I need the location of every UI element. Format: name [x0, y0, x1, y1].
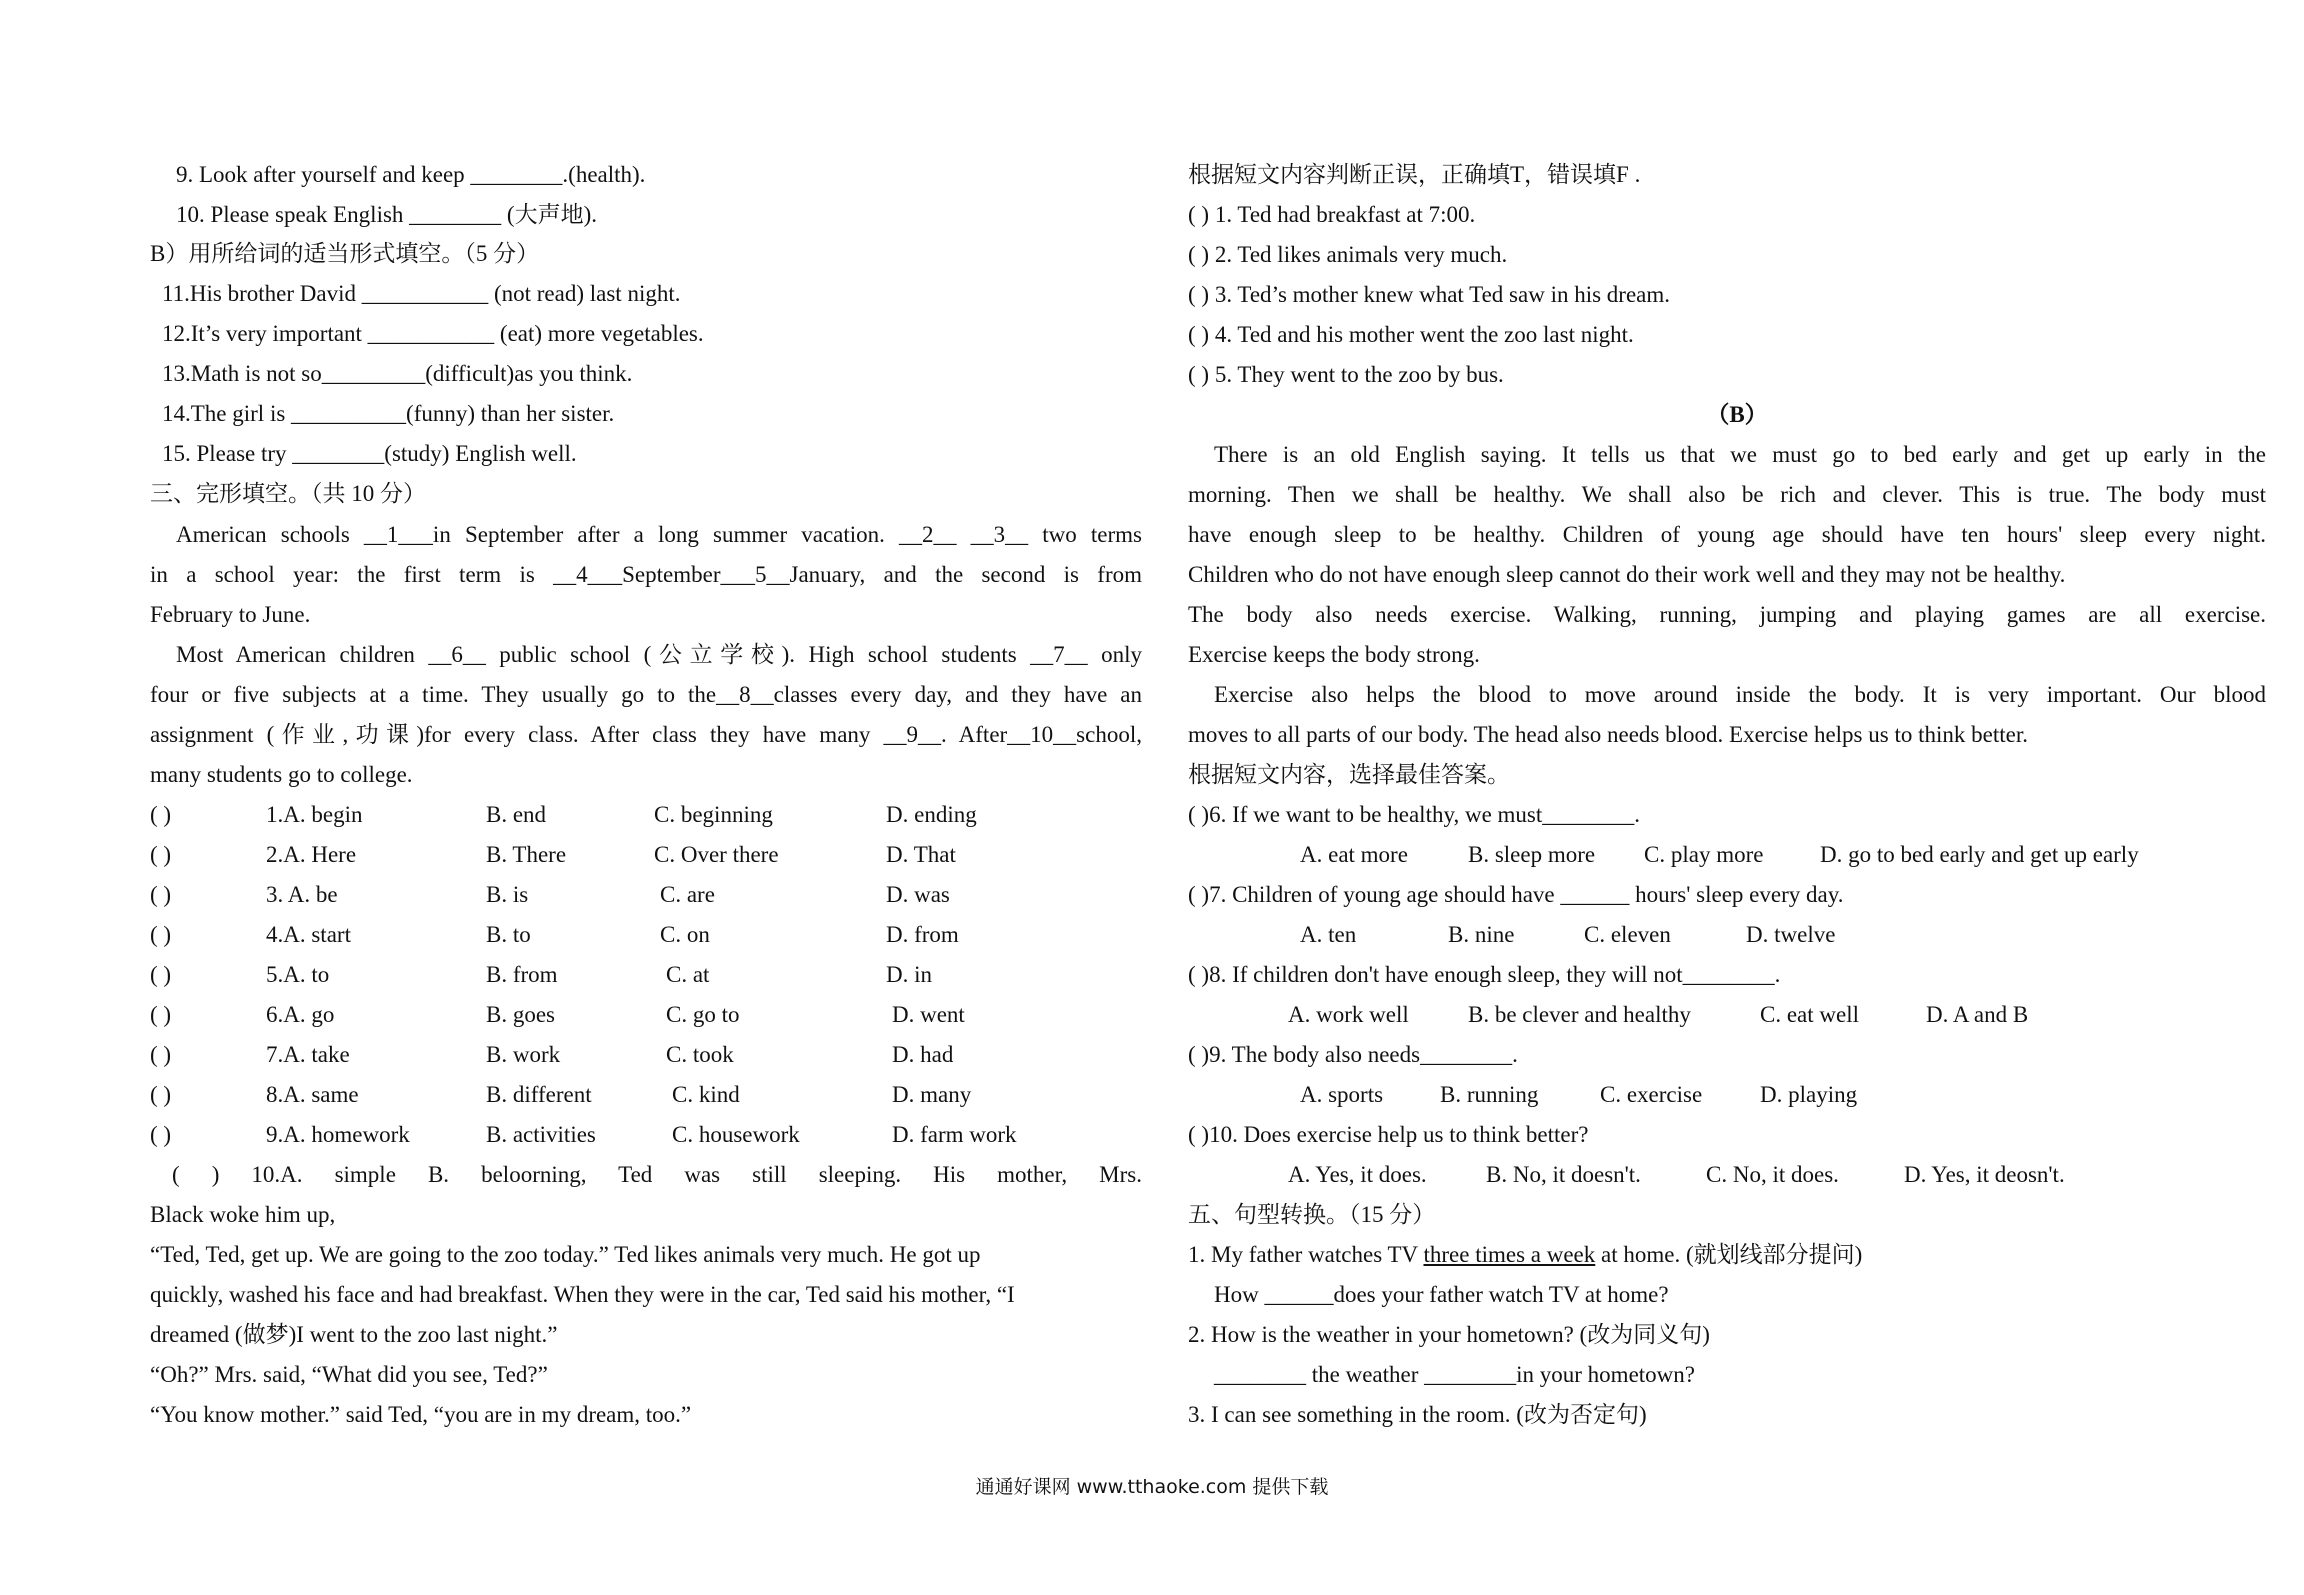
option-b: B. end	[486, 802, 547, 827]
option-a: 1.A. begin	[266, 802, 363, 827]
t1-suffix: at home. (就划线部分提问)	[1595, 1242, 1863, 1267]
option-b: B. There	[486, 842, 567, 867]
mc-option: A. eat more	[1300, 842, 1408, 867]
passage-line-1: There is an old English saying. It tells us that we must go to bed early and get up early in the	[1214, 442, 2266, 467]
mc-option: B. running	[1440, 1082, 1539, 1107]
transform-item-3: 3. I can see something in the room. (改为否定句)	[1188, 1402, 1647, 1427]
mc-option: C. eleven	[1584, 922, 1671, 947]
option-a: 2.A. Here	[266, 842, 357, 867]
mc-option: C. play more	[1644, 842, 1764, 867]
story-line-3: quickly, washed his face and had breakfast. When they were in the car, Ted said his mother, “I	[150, 1282, 1015, 1307]
option-c: C. on	[660, 922, 710, 947]
mc-question-7: ( )7. Children of young age should have ______ hours' sleep every day.	[1188, 882, 1844, 907]
option-c: C. took	[666, 1042, 734, 1067]
choice-10-line: ( ) 10.A. simple B. beloorning, Ted was still sleeping. His mother, Mrs.	[172, 1162, 1142, 1187]
story-line-4: dreamed (做梦)I went to the zoo last night.”	[150, 1322, 558, 1347]
answer-paren: ( )	[150, 1122, 172, 1147]
question-10: 10. Please speak English ________ (大声地).	[176, 202, 597, 227]
story-line-5: “Oh?” Mrs. said, “What did you see, Ted?”	[150, 1362, 548, 1387]
mc-option: A. sports	[1300, 1082, 1384, 1107]
option-d: D. was	[886, 882, 950, 907]
tf-item-3: ( ) 3. Ted’s mother knew what Ted saw in his dream.	[1188, 282, 1671, 307]
story-line-2: “Ted, Ted, get up. We are going to the zoo today.” Ted likes animals very much. He got up	[150, 1242, 981, 1267]
right-column	[1170, 0, 2304, 1460]
option-b: B. different	[486, 1082, 592, 1107]
passage-line-8: moves to all parts of our body. The head also needs blood. Exercise helps us to think better.	[1188, 722, 2028, 747]
question-9: 9. Look after yourself and keep ________.(health).	[176, 162, 646, 187]
option-a: 4.A. start	[266, 922, 351, 947]
cloze-line-6: assignment (作业,功课)for every class. After class they have many __9__. After__10__school,	[150, 722, 1142, 747]
answer-paren: ( )	[150, 922, 172, 947]
option-b: B. from	[486, 962, 558, 987]
option-b: B. to	[486, 922, 531, 947]
question-14: 14.The girl is __________(funny) than her sister.	[162, 401, 615, 426]
left-column	[0, 0, 1160, 1460]
passage-line-3: have enough sleep to be healthy. Children of young age should have ten hours' sleep every night.	[1188, 522, 2266, 547]
answer-paren: ( )	[150, 962, 172, 987]
option-c: C. beginning	[654, 802, 773, 827]
question-12: 12.It’s very important ___________ (eat) more vegetables.	[162, 321, 704, 346]
option-a: 8.A. same	[266, 1082, 359, 1107]
cloze-line-1: American schools __1___in September after a long summer vacation. __2__ __3__ two terms	[176, 522, 1142, 547]
question-15: 15. Please try ________(study) English well.	[162, 441, 577, 466]
story-line-1: Black woke him up,	[150, 1202, 336, 1227]
option-d: D. That	[886, 842, 956, 867]
mc-question-6: ( )6. If we want to be healthy, we must________.	[1188, 802, 1641, 827]
cloze-title: 三、完形填空。（共 10 分）	[150, 481, 426, 506]
option-c: C. go to	[666, 1002, 740, 1027]
option-d: D. had	[892, 1042, 954, 1067]
cloze-line-4: Most American children __6__ public school (公立学校). High school students __7__ only	[176, 642, 1142, 667]
question-13: 13.Math is not so_________(difficult)as you think.	[162, 361, 633, 386]
page-footer: 通通好课网 www.tthaoke.com 提供下载	[975, 1476, 1329, 1498]
tf-item-2: ( ) 2. Ted likes animals very much.	[1188, 242, 1508, 267]
cloze-line-5: four or five subjects at a time. They usually go to the__8__classes every day, and they have an	[150, 682, 1142, 707]
option-a: 6.A. go	[266, 1002, 335, 1027]
option-c: C. at	[666, 962, 710, 987]
option-a: 9.A. homework	[266, 1122, 410, 1147]
option-c: C. housework	[672, 1122, 800, 1147]
true-false-title: 根据短文内容判断正误，正确填T，错误填F .	[1188, 162, 1641, 187]
t1-prefix: 1. My father watches TV	[1188, 1242, 1424, 1267]
mc-option: A. Yes, it does.	[1288, 1162, 1427, 1187]
mc-option: B. sleep more	[1468, 842, 1596, 867]
option-d: D. many	[892, 1082, 972, 1107]
cloze-line-7: many students go to college.	[150, 762, 413, 787]
cloze-line-2: in a school year: the first term is __4___September___5__January, and the second is from	[150, 562, 1142, 587]
cloze-line-3: February to June.	[150, 602, 311, 627]
mc-option: C. No, it does.	[1706, 1162, 1839, 1187]
answer-paren: ( )	[150, 802, 172, 827]
section-b-heading: （B）	[1706, 402, 1768, 427]
option-d: D. from	[886, 922, 959, 947]
passage-line-6: Exercise keeps the body strong.	[1188, 642, 1480, 667]
mc-question-8: ( )8. If children don't have enough sleep, they will not________.	[1188, 962, 1781, 987]
mc-question-10: ( )10. Does exercise help us to think better?	[1188, 1122, 1589, 1147]
mc-option: C. eat well	[1760, 1002, 1859, 1027]
mc-option: B. No, it doesn't.	[1486, 1162, 1641, 1187]
transform-item-2: 2. How is the weather in your hometown? (改为同义句)	[1188, 1322, 1710, 1347]
answer-paren: ( )	[150, 882, 172, 907]
answer-paren: ( )	[150, 842, 172, 867]
transform-answer-2: ________ the weather ________in your hometown?	[1214, 1362, 1695, 1387]
option-d: D. went	[892, 1002, 965, 1027]
mc-option: A. work well	[1288, 1002, 1409, 1027]
answer-paren: ( )	[150, 1042, 172, 1067]
mc-option: A. ten	[1300, 922, 1357, 947]
option-d: D. farm work	[892, 1122, 1017, 1147]
transform-title: 五、句型转换。（15 分）	[1188, 1202, 1436, 1227]
t1-underlined: three times a week	[1423, 1242, 1596, 1267]
multiple-choice-title: 根据短文内容，选择最佳答案。	[1188, 762, 1510, 787]
option-a: 3. A. be	[266, 882, 338, 907]
passage-line-7: Exercise also helps the blood to move around inside the body. It is very important. Our blood	[1214, 682, 2266, 707]
transform-answer-1: How ______does your father watch TV at home?	[1214, 1282, 1669, 1307]
mc-option: C. exercise	[1600, 1082, 1703, 1107]
answer-paren: ( )	[150, 1002, 172, 1027]
passage-line-4: Children who do not have enough sleep cannot do their work well and they may not be healthy.	[1188, 562, 2066, 587]
option-a: 7.A. take	[266, 1042, 350, 1067]
option-c: C. kind	[672, 1082, 740, 1107]
tf-item-1: ( ) 1. Ted had breakfast at 7:00.	[1188, 202, 1476, 227]
mc-option: D. twelve	[1746, 922, 1836, 947]
option-b: B. work	[486, 1042, 561, 1067]
mc-question-9: ( )9. The body also needs________.	[1188, 1042, 1518, 1067]
story-line-6: “You know mother.” said Ted, “you are in my dream, too.”	[150, 1402, 692, 1427]
tf-item-5: ( ) 5. They went to the zoo by bus.	[1188, 362, 1504, 387]
option-c: C. Over there	[654, 842, 779, 867]
mc-option: D. go to bed early and get up early	[1820, 842, 2139, 867]
part-b-title: B）用所给词的适当形式填空。（5 分）	[150, 241, 540, 266]
question-11: 11.His brother David ___________ (not read) last night.	[162, 281, 681, 306]
mc-option: B. be clever and healthy	[1468, 1002, 1691, 1027]
option-b: B. is	[486, 882, 529, 907]
option-b: B. goes	[486, 1002, 555, 1027]
tf-item-4: ( ) 4. Ted and his mother went the zoo last night.	[1188, 322, 1634, 347]
option-b: B. activities	[486, 1122, 596, 1147]
passage-line-2: morning. Then we shall be healthy. We shall also be rich and clever. This is true. The body must	[1188, 482, 2266, 507]
mc-option: B. nine	[1448, 922, 1515, 947]
option-c: C. are	[660, 882, 715, 907]
mc-option: D. A and B	[1926, 1002, 2029, 1027]
mc-option: D. playing	[1760, 1082, 1858, 1107]
answer-paren: ( )	[150, 1082, 172, 1107]
option-d: D. ending	[886, 802, 977, 827]
mc-option: D. Yes, it deosn't.	[1904, 1162, 2065, 1187]
passage-line-5: The body also needs exercise. Walking, running, jumping and playing games are all exercise.	[1188, 602, 2266, 627]
option-a: 5.A. to	[266, 962, 330, 987]
option-d: D. in	[886, 962, 932, 987]
